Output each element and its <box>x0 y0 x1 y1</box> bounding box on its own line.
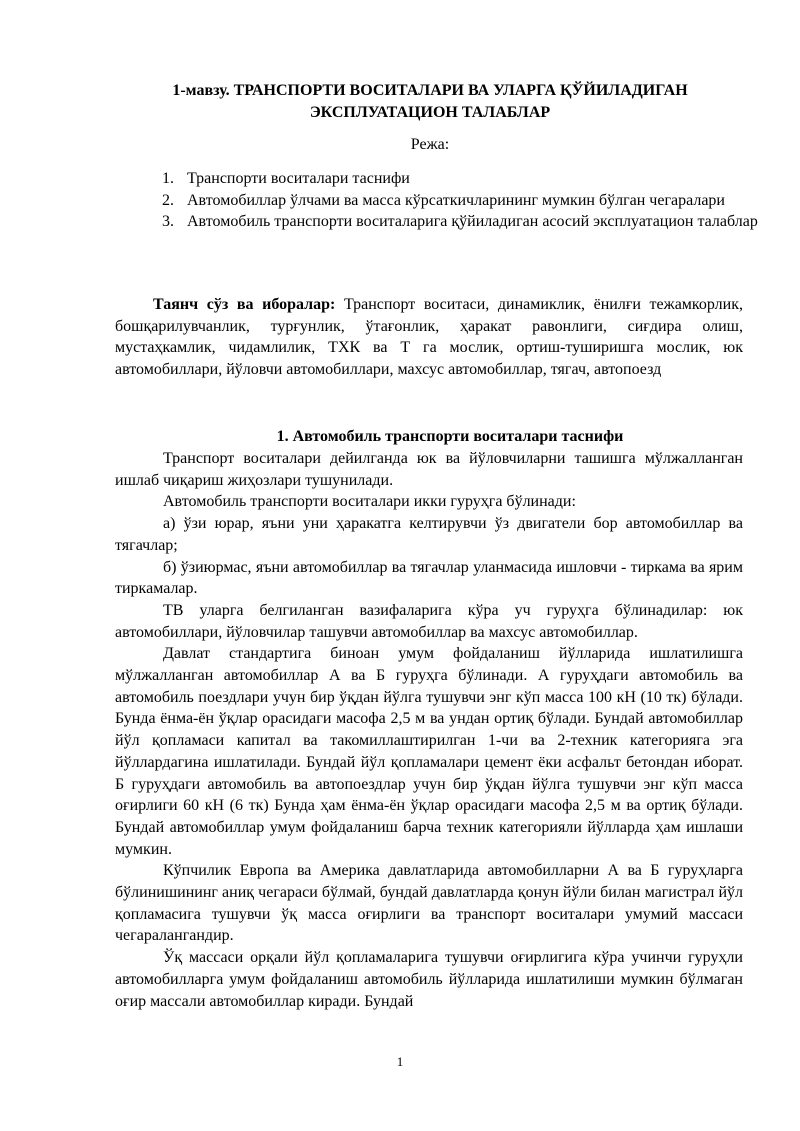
section-heading: 1. Автомобиль транспорти воситалари таснифи <box>276 428 624 445</box>
plan-item-number: 2. <box>162 191 174 209</box>
paragraph: ТВ уларга белгиланган вазифаларига кўра уч гуруҳга бўлинадилар: юк автомобиллари, йўловчилар ташувчи автомобиллар ва махсус автомобиллар. <box>115 601 743 641</box>
keywords-paragraph <box>115 294 743 381</box>
title-line-1: 1-мавзу. ТРАНСПОРТИ ВОСИТАЛАРИ ВА УЛАРГА ҚЎЙИЛАДИГАН <box>172 82 688 99</box>
plan-item <box>162 211 762 233</box>
paragraph: Ўқ массаси орқали йўл қопламаларига тушувчи оғирлигига кўра учинчи гуруҳли автомобилларга умум фойдаланиш автомобиль йўлларида ишлатилиши мумкин бўлмаган оғир массали автомобиллар киради. Бундай <box>115 949 743 1010</box>
plan-item-number: 1. <box>162 170 174 187</box>
keywords-text: Транспорт воситаси, динамиклик, ёнилғи тежамкорлик, бошқарилувчанлик, турғунлик, ўтағонлик, ҳаракат равонлиги, сиғдира олиш, мустаҳкамлик, чидамлилик, ТХК ва Т га мослик, ортиш-туширишга мослик, юк автомобиллари, йўловчи автомобиллари, махсус автомобиллар, тягач, автопоезд <box>115 296 743 379</box>
paragraph: Кўпчилик Европа ва Америка давлатларида автомобилларни А ва Б гуруҳларга бўлинишининг аниқ чегараси бўлмай, бундай давлатларда қонун йўли билан магистрал йўл қопламасига тушувчи ўқ масса оғирлиги ва транспорт воситалари умумий массаси чегаралангандир. <box>115 862 743 945</box>
plan-item-text: Транспорти воситалари таснифи <box>187 170 410 187</box>
plan-item-text: Автомобиль транспорти воситаларига қўйиладиган асосий эксплуатацион талаблар <box>187 213 758 231</box>
title-line-2: ЭКСПЛУАТАЦИОН ТАЛАБЛАР <box>309 103 551 121</box>
body-text <box>115 448 743 1012</box>
paragraph: Давлат стандартига биноан умум фойдаланиш йўлларида ишлатилишга мўлжалланган автомобиллар А ва Б гуруҳга бўлинади. А гуруҳдаги автомобиль ва автомобиль поездлари учун бир ўқдан йўлга тушувчи энг кўп масса 100 кН (10 тк) бўлади. Бунда ёнма-ён ўқлар орасидаги масофа 2,5 м ва ундан ортиқ бўлади. Бундай автомобиллар йўл қопламаси капитал ва такомиллаштирилган 1-чи ва 2-техник категорияга эга йўллардагина ишлатилади. Бундай йўл қопламалари цемент ёки асфальт бетондан иборат. Б гуруҳдаги автомобиль ва автопоездлар учун бир ўқдан йўлга тушувчи энг кўп масса оғирлиги 60 кН (6 тк) Бунда ҳам ёнма-ён ўқлар орасидаги масофа 2,5 м ва ортиқ бўлади. Бундай автомобиллар умум фойдаланиш барча техник категорияли йўлларда ҳам ишлаши мумкин. <box>115 645 743 858</box>
plan-heading: Режа: <box>410 136 450 153</box>
plan-item <box>162 168 762 190</box>
plan-list <box>162 168 762 233</box>
paragraph: б) ўзиюрмас, яъни автомобиллар ва тягачлар уланмасида ишловчи - тиркама ва ярим тиркамалар. <box>115 558 743 598</box>
paragraph: Автомобиль транспорти воситалари икки гуруҳга бўлинади: <box>163 493 576 511</box>
keywords-label: Таянч сўз ва иборалар: <box>153 296 336 313</box>
plan-item-text: Автомобиллар ўлчами ва масса кўрсаткичларининг мумкин бўлган чегаралари <box>187 191 725 209</box>
plan-item-number: 3. <box>162 213 174 231</box>
paragraph: Транспорт воситалари дейилганда юк ва йўловчиларни ташишга мўлжалланган ишлаб чиқариш жиҳозлари тушунилади. <box>115 450 743 489</box>
plan-item <box>162 190 762 212</box>
page-number: 1 <box>396 1054 404 1069</box>
document-title <box>110 80 750 123</box>
paragraph: а) ўзи юрар, яъни уни ҳаракатга келтирувчи ўз двигатели бор автомобиллар ва тягачлар; <box>115 515 743 554</box>
